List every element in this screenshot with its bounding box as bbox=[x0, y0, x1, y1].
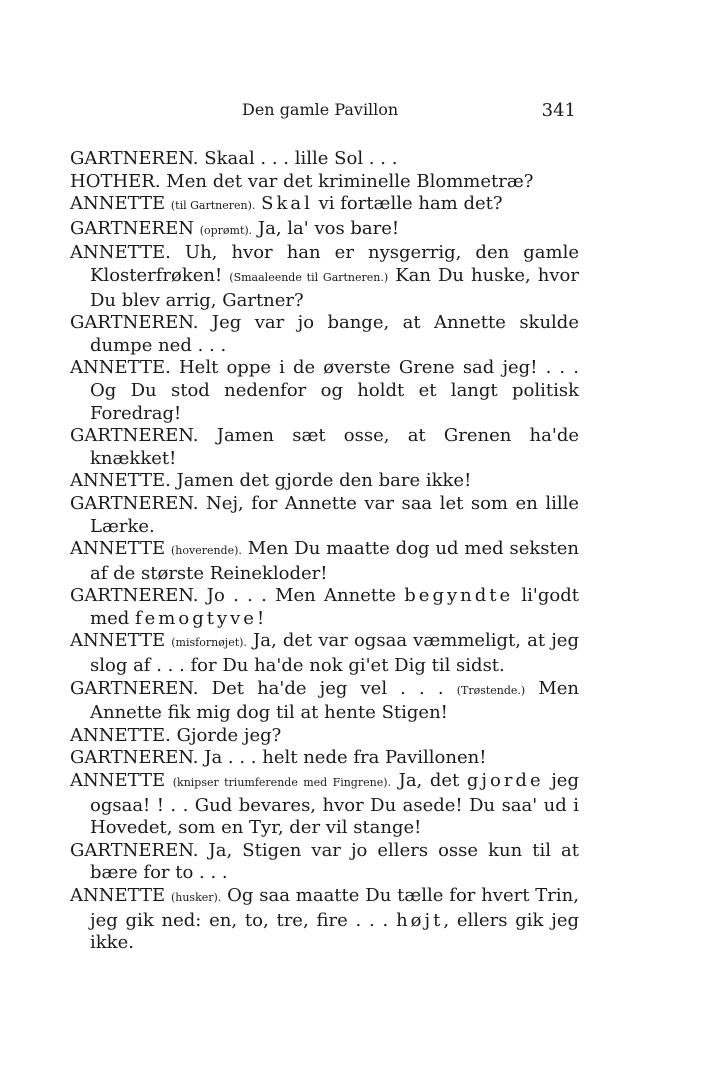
speech-line bbox=[70, 312, 579, 357]
speech-line bbox=[70, 840, 579, 885]
stage-direction: (misfornøjet). bbox=[171, 636, 247, 650]
speech-text: , ellers gik jeg ikke. bbox=[90, 909, 580, 954]
speech-line bbox=[70, 218, 579, 243]
speech-text: Ja, det bbox=[391, 770, 467, 792]
stage-direction: (Smaaleende til Gartneren.) bbox=[229, 270, 389, 284]
speech-text: Og saa maatte Du tælle for hvert Trin, jeg gik ned: en, to, tre, fire . . . bbox=[90, 885, 579, 931]
emphasis-spaced: Skal bbox=[261, 193, 313, 215]
speech-text: GARTNEREN. Jo . . . Men Annette bbox=[70, 585, 405, 607]
speech-text: ANNETTE. Uh, hvor han er nysgerrig, den gamle Klosterfrøken! bbox=[70, 242, 579, 286]
speech-text: Ja, det var ogsaa væmmeligt, at jeg slog af . . . for Du ha'de nok gi'et Dig til sidst. bbox=[90, 630, 579, 677]
speech-line bbox=[70, 725, 579, 748]
emphasis-spaced: begyndte bbox=[404, 585, 514, 607]
speech-text: GARTNEREN. Skaal . . . lille Sol . . . bbox=[70, 148, 398, 169]
speech-line bbox=[70, 493, 579, 538]
speech-line bbox=[70, 470, 579, 493]
running-title: Den gamle Pavillon bbox=[242, 100, 399, 119]
page-number: 341 bbox=[541, 100, 576, 121]
speech-text: ANNETTE bbox=[70, 885, 171, 906]
speech-text: GARTNEREN. Nej, for Annette var saa let som en lille Lærke. bbox=[70, 492, 579, 537]
speech-line bbox=[70, 585, 579, 630]
emphasis-spaced: gjorde bbox=[466, 770, 544, 792]
speech-text: GARTNEREN. Ja, Stigen var jo ellers osse kun til at bære for to . . . bbox=[70, 839, 579, 884]
speech-text: vi fortælle ham det? bbox=[312, 193, 503, 215]
speech-line bbox=[70, 425, 579, 470]
speech-line bbox=[70, 193, 579, 218]
speech-text: ANNETTE. Gjorde jeg? bbox=[70, 724, 282, 746]
speech-text: ANNETTE bbox=[70, 770, 173, 792]
speech-text: GARTNEREN bbox=[70, 217, 200, 239]
speech-text: ANNETTE. Jamen det gjorde den bare ikke! bbox=[70, 470, 472, 492]
speech-line bbox=[70, 770, 579, 840]
stage-direction: (hoverende). bbox=[170, 544, 242, 558]
speech-text: GARTNEREN. Jamen sæt osse, at Grenen ha'de knækket! bbox=[70, 425, 579, 469]
speech-line bbox=[70, 171, 579, 194]
speech-line bbox=[70, 148, 579, 171]
speech-text: Kan Du huske, hvor Du blev arrig, Gartner? bbox=[90, 264, 579, 311]
speech-text: li'godt med bbox=[90, 585, 579, 629]
speech-line bbox=[70, 678, 579, 725]
speech-text: Men Du maatte dog ud med seksten af de største Reinekloder! bbox=[90, 538, 579, 584]
speech-text: ANNETTE bbox=[70, 630, 172, 652]
stage-direction: (husker). bbox=[170, 891, 222, 904]
stage-direction: (til Gartneren). bbox=[170, 199, 256, 213]
page-header bbox=[70, 100, 576, 128]
speech-text: ANNETTE bbox=[70, 538, 171, 560]
stage-direction: (Trøstende.) bbox=[456, 683, 526, 697]
emphasis-spaced: femogtyve bbox=[134, 607, 257, 629]
speech-text: ANNETTE bbox=[70, 193, 171, 215]
speech-line bbox=[70, 242, 579, 312]
speech-line bbox=[70, 538, 579, 585]
speech-text: Men Annette fik mig dog til at hente Stigen! bbox=[90, 677, 579, 724]
speech-line bbox=[70, 357, 579, 425]
speech-line bbox=[70, 747, 579, 770]
speech-text: HOTHER. Men det var det kriminelle Blommetræ? bbox=[70, 170, 534, 192]
speech-text: Ja, la' vos bare! bbox=[252, 217, 400, 239]
speech-text: GARTNEREN. Ja . . . helt nede fra Pavillonen! bbox=[70, 747, 487, 769]
speech-text: ! bbox=[256, 607, 265, 629]
emphasis-spaced: højt bbox=[396, 909, 444, 931]
speech-line bbox=[70, 885, 579, 955]
speech-text: ANNETTE. Helt oppe i de øverste Grene sad jeg! . . . Og Du stod nedenfor og holdt et langt politisk Foredrag! bbox=[70, 357, 579, 424]
speech-line bbox=[70, 630, 579, 677]
speech-text: GARTNEREN. Det ha'de jeg vel . . . bbox=[70, 677, 457, 699]
stage-direction: (oprømt). bbox=[199, 223, 253, 237]
speech-text: jeg ogsaa! ! . . Gud bevares, hvor Du asede! Du saa' ud i Hovedet, som en Tyr, der vil stange! bbox=[90, 770, 579, 839]
play-text bbox=[70, 148, 579, 955]
stage-direction: (knipser triumferende med Fingrene). bbox=[172, 776, 391, 790]
speech-text: GARTNEREN. Jeg var jo bange, at Annette skulde dumpe ned . . . bbox=[70, 312, 579, 356]
